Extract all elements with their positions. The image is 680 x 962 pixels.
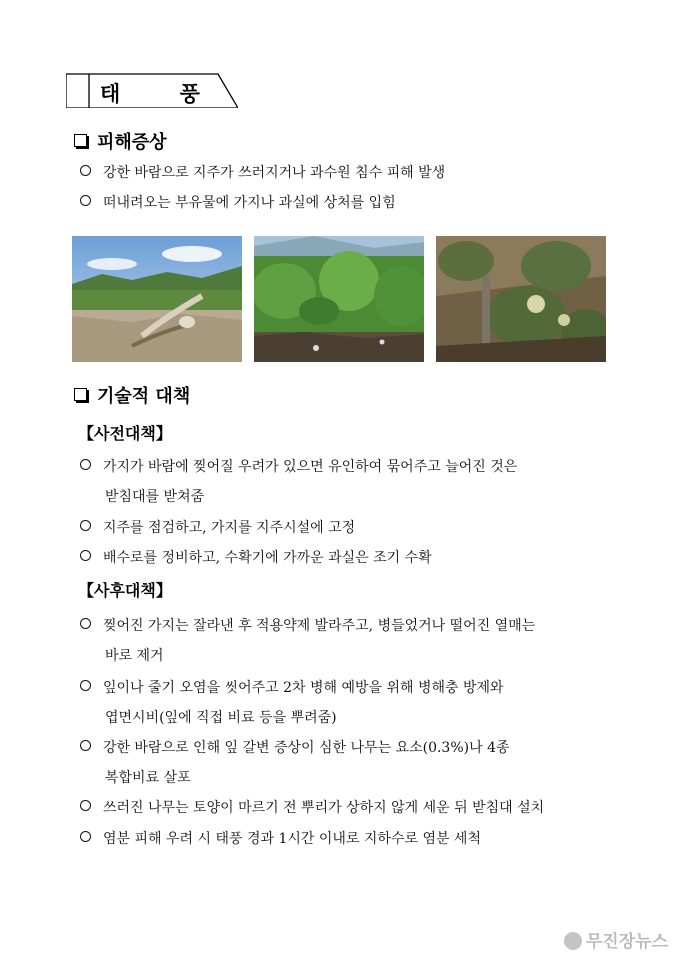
list-item: 지주를 점검하고, 가지를 지주시설에 고정 [80, 513, 355, 543]
photo-apple-fruit [436, 236, 606, 362]
logo-icon [564, 932, 582, 950]
circle-bullet-icon [80, 680, 91, 691]
list-item: 강한 바람으로 지주가 쓰러지거나 과수원 침수 피해 발생 [80, 158, 445, 188]
circle-bullet-icon [80, 831, 91, 842]
pre-measures-label: 【사전대책】 [78, 424, 172, 443]
watermark: 무진장뉴스 [564, 927, 668, 952]
circle-bullet-icon [80, 459, 91, 470]
list-item: 잎이나 줄기 오염을 씻어주고 2차 병해 예방을 위해 병해충 방제와 엽면시비(잎에 직접 비료 등을 뿌려줌) [80, 673, 504, 733]
page-title: 태 풍 [100, 82, 226, 106]
circle-bullet-icon [80, 195, 91, 206]
list-item: 배수로를 정비하고, 수확기에 가까운 과실은 조기 수확 [80, 543, 432, 573]
circle-bullet-icon [80, 520, 91, 531]
circle-bullet-icon [80, 618, 91, 629]
photo-fallen-orchard [72, 236, 242, 362]
circle-bullet-icon [80, 800, 91, 811]
list-item: 떠내려오는 부유물에 가지나 과실에 상처를 입힘 [80, 188, 396, 218]
list-item: 찢어진 가지는 잘라낸 후 적용약제 발라주고, 병들었거나 떨어진 열매는 바로 제거 [80, 611, 535, 671]
circle-bullet-icon [80, 740, 91, 751]
list-item: 가지가 바람에 찢어질 우려가 있으면 유인하여 묶어주고 늘어진 것은 받침대를 받쳐줌 [80, 452, 517, 512]
section-tech-heading: 기술적 대책 [74, 382, 190, 408]
circle-bullet-icon [80, 550, 91, 561]
section-damage-heading: 피해증상 [74, 128, 167, 154]
list-item: 쓰러진 나무는 토양이 마르기 전 뿌리가 상하지 않게 세운 뒤 받침대 설치 [80, 793, 544, 823]
circle-bullet-icon [80, 165, 91, 176]
square-bullet-icon [74, 134, 87, 147]
list-item: 염분 피해 우려 시 태풍 경과 1시간 이내로 지하수로 염분 세척 [80, 824, 481, 854]
list-item: 강한 바람으로 인해 잎 갈변 증상이 심한 나무는 요소(0.3%)나 4종 복합비료 살포 [80, 733, 510, 793]
post-measures-label: 【사후대책】 [78, 581, 172, 600]
photo-damaged-trees [254, 236, 424, 362]
square-bullet-icon [74, 388, 87, 401]
